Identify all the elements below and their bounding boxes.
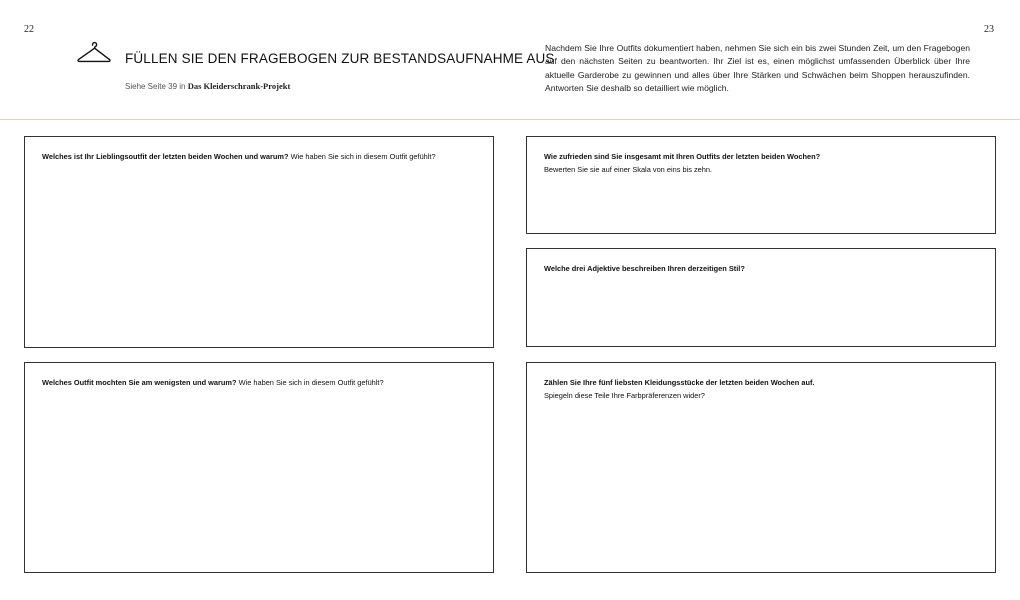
reference-prefix: Siehe Seite 39 in (125, 82, 186, 91)
intro-paragraph: Nachdem Sie Ihre Outfits dokumentiert haben, nehmen Sie sich ein bis zwei Stunden Zeit, um den Fragebogen auf den nächsten Seiten zu beantworten. Ihr Ziel ist es, einen möglichst umfassenden Überblick über Ihre aktuelle Garderobe zu gewinnen und alles über Ihre Stärken und Schwächen beim Shoppen herauszufinden. Antworten Sie deshalb so detailliert wie möglich. (545, 43, 970, 94)
page-title: FÜLLEN SIE DEN FRAGEBOGEN ZUR BESTANDSAUFNAHME AUS (125, 51, 555, 66)
question-bold: Welche drei Adjektive beschreiben Ihren derzeitigen Stil? (544, 264, 745, 273)
favorite-outfit-answer-box[interactable] (24, 136, 494, 348)
favorite-outfit-question (42, 150, 481, 163)
least-favorite-outfit-question (42, 376, 481, 389)
header-divider (0, 119, 1020, 120)
style-adjectives-answer-box[interactable] (526, 248, 996, 347)
satisfaction-question (544, 150, 983, 176)
page-reference (125, 81, 290, 91)
hanger-icon (76, 40, 112, 64)
question-subtext: Bewerten Sie sie auf einer Skala von eins bis zehn. (544, 165, 713, 174)
question-bold: Zählen Sie Ihre fünf liebsten Kleidungsstücke der letzten beiden Wochen auf. (544, 378, 815, 387)
question-subtext: Spiegeln diese Teile Ihre Farbpräferenzen wider? (544, 391, 705, 400)
satisfaction-answer-box[interactable] (526, 136, 996, 234)
five-favorite-items-question (544, 376, 983, 402)
page-number-left: 22 (24, 24, 34, 35)
question-bold: Welches ist Ihr Lieblingsoutfit der letzten beiden Wochen und warum? (42, 152, 289, 161)
question-bold: Welches Outfit mochten Sie am wenigsten und warum? (42, 378, 237, 387)
question-regular: Wie haben Sie sich in diesem Outfit gefühlt? (238, 378, 384, 387)
least-favorite-outfit-answer-box[interactable] (24, 362, 494, 573)
reference-book-title: Das Kleiderschrank-Projekt (187, 81, 291, 91)
question-bold: Wie zufrieden sind Sie insgesamt mit Ihren Outfits der letzten beiden Wochen? (544, 152, 821, 161)
style-adjectives-question (544, 262, 983, 275)
question-regular: Wie haben Sie sich in diesem Outfit gefühlt? (290, 152, 436, 161)
page-number-right: 23 (984, 24, 994, 35)
five-favorite-items-answer-box[interactable] (526, 362, 996, 573)
